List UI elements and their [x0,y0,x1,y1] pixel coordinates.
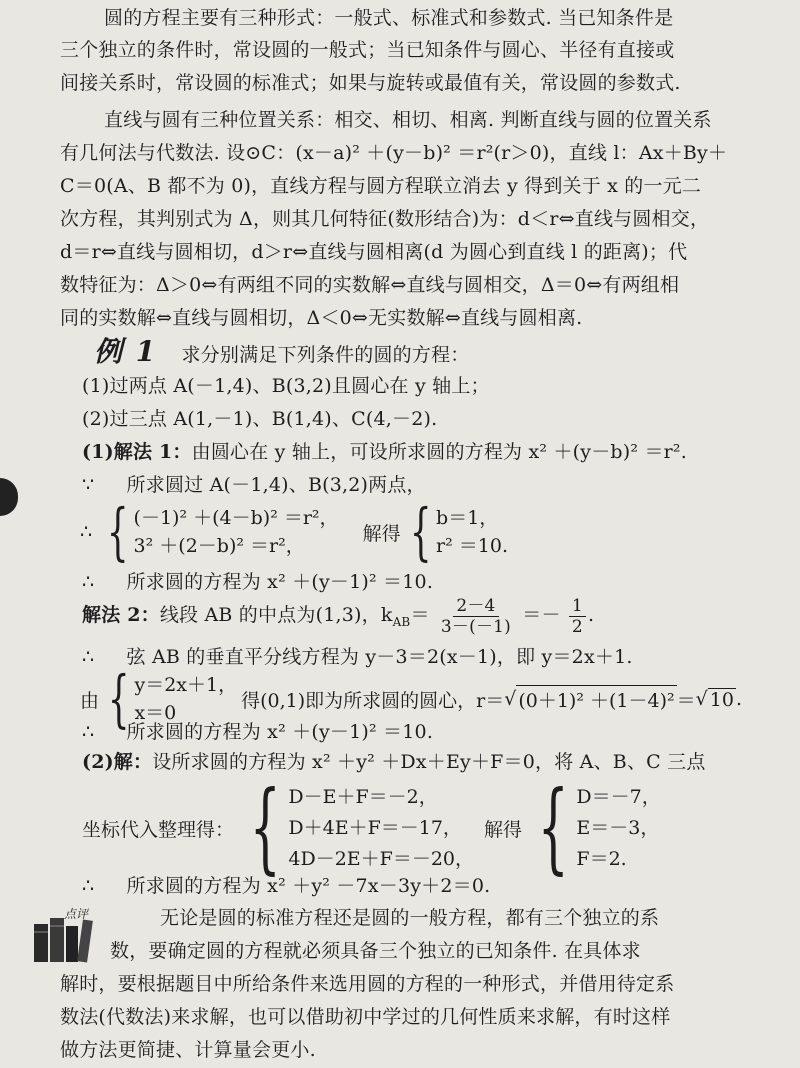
sol1-eq1: (－1)² ＋(4－b)² ＝r²， [133,507,339,529]
sol1-system [80,495,508,568]
sol2-end: . [587,604,595,626]
sol1-text: 由圆心在 y 轴上，可设所求圆的方程为 x² ＋(y－b)² ＝r². [191,441,687,463]
para2-line7: 同的实数解⇔直线与圆相切，Δ＜0⇔无实数解⇔直线与圆相离. [60,307,583,329]
para2-line3: C＝0(A、B 都不为 0)，直线方程与圆方程联立消去 y 得到关于 x 的一元二 [60,175,702,197]
example-label: 例 1 [94,335,158,368]
sol3-sol3: F＝2. [576,847,627,870]
sol1-result: 所求圆的方程为 x² ＋(y－1)² ＝10. [126,571,434,593]
solve-label: 解得 [362,522,401,545]
sol3-sol1: D＝－7， [576,785,661,808]
sqrt-icon: √ [695,688,708,710]
sol3-eq1: D－E＋F＝－2， [288,785,438,808]
sol2-result: 所求圆的方程为 x² ＋(y－1)² ＝10. [126,721,434,743]
sqrt-body: (0＋1)² ＋(1－4)² [516,685,676,713]
therefore-symbol: ∴ [82,875,95,897]
para1-line1: 圆的方程主要有三种形式：一般式、标准式和参数式. 当已知条件是 [104,7,674,29]
para1-line2: 三个独立的条件时，常设圆的一般式；当已知条件与圆心、半径有直接或 [60,39,675,61]
therefore-symbol: ∴ [82,721,95,743]
left-brace: { [409,495,432,568]
sol2-eq3: ＝ [676,689,696,712]
para2-line2: 有几何法与代数法. 设⊙C：(x－a)² ＋(y－b)² ＝r²(r＞0)，直线 l：Ax＋By＋ [60,142,728,164]
sqrt10-body: 10 [709,688,734,711]
sol3-solution-lines [576,782,660,875]
sol1-sol1: b＝1， [436,507,499,529]
sol3-intro: 坐标代入整理得： [82,818,235,841]
sol3-eq2: D＋4E＋F＝－17， [288,816,462,839]
sol1-sol2: r² ＝10. [436,535,508,557]
para2-line1: 直线与圆有三种位置关系：相交、相切、相离. 判断直线与圆的位置关系 [104,109,712,131]
books-icon [30,906,100,964]
sol1-head: (1)解法 1： [82,441,192,463]
comment-line1: 无论是圆的标准方程还是圆的一般方程，都有三个独立的系 [160,907,660,929]
left-brace: { [106,495,129,568]
sol3-eq3: 4D－2E＋F＝－20， [288,847,475,870]
comment-line5: 做方法更简捷、计算量会更小. [60,1039,316,1061]
para2-line4: 次方程，其判别式为 Δ，则其几何特征(数形结合)为：d＜r⇔直线与圆相交， [60,208,710,230]
sol2-center: 得(0,1)即为所求圆的圆心，r＝ [241,689,505,712]
example-heading [94,332,470,375]
half-fraction [569,596,586,637]
sol2-text: 线段 AB 的中点为(1,3)，k [159,604,393,626]
half-numerator: 1 [569,596,586,617]
sol2-eq1: y＝2x＋1， [134,674,238,696]
comment-line3: 解时，要根据题目中所给条件来选用圆的方程的一种形式，并借用待定系 [60,973,675,995]
half-denominator: 2 [571,616,583,637]
k-subscript: AB [392,614,411,629]
slope-fraction [438,596,514,637]
therefore-symbol: ∴ [80,521,93,543]
left-brace: { [249,771,281,885]
example-q1: (1)过两点 A(－1,4)、B(3,2)且圆心在 y 轴上； [82,375,490,397]
therefore-symbol: ∴ [82,571,95,593]
sol3-result-line [82,870,490,903]
sol3-system-lines [288,782,474,875]
sol2-eq2: x＝0 [134,702,177,724]
therefore-symbol: ∴ [82,646,95,668]
because-symbol: ∵ [82,474,95,496]
sol2-bisector: 弦 AB 的垂直平分线方程为 y－3＝2(x－1)，即 y＝2x＋1. [126,646,633,668]
example-prompt: 求分别满足下列条件的圆的方程： [181,344,470,366]
para2-line6: 数特征为：Δ＞0⇔有两组不同的实数解⇔直线与圆相交，Δ＝0⇔有两组相 [60,274,680,296]
sqrt-icon: √ [504,688,517,710]
sol3-system [82,771,661,885]
sol2-eq: ＝ [410,604,430,626]
sol1-line [82,436,687,469]
sol1-because-text: 所求圆过 A(－1,4)、B(3,2)两点， [126,474,426,496]
sol1-solution-lines [436,504,508,560]
from-label: 由 [80,689,100,712]
slope-numerator: 2－4 [453,596,498,617]
sol1-system-lines [134,504,339,560]
sol1-because-line [82,469,426,502]
sol1-eq2: 3² ＋(2－b)² ＝r²， [133,535,305,557]
slope-denominator: 3－(－1) [440,616,512,637]
left-brace: { [107,662,130,735]
left-brace: { [537,771,569,885]
sol2-result-line [82,716,433,749]
sol3-head: (2)解： [82,751,153,773]
sol2-system: 由 { y＝2x＋1， x＝0 得(0,1)即为所求圆的圆心，r＝ √ (0＋1)² ＋(1－4)² ＝ √ 10 . [80,662,742,735]
comment-line2: 数，要确定圆的方程就必须具备三个独立的已知条件. 在具体求 [110,940,641,962]
sol3-line [82,746,706,779]
sol3-result: 所求圆的方程为 x² ＋y² －7x－3y＋2＝0. [126,875,491,897]
solve-label: 解得 [484,818,523,841]
page-edge-tab-icon [0,478,18,516]
comment-badge: 点评 [64,907,89,921]
sol2-head: 解法 2： [82,604,160,626]
sol3-sol2: E＝－3， [576,816,660,839]
comment-line4: 数法(代数法)来求解，也可以借助初中学过的几何性质来求解，有时这样 [60,1006,671,1028]
sol2-line [82,592,594,645]
sol3-text: 设所求圆的方程为 x² ＋y² ＋Dx＋Ey＋F＝0，将 A、B、C 三点 [152,751,706,773]
para1-line3: 间接关系时，常设圆的标准式；如果与旋转或最值有关，常设圆的参数式. [60,72,681,94]
sol2-eq2: ＝－ [522,604,561,626]
para2-line5: d＝r⇔直线与圆相切，d＞r⇔直线与圆相离(d 为圆心到直线 l 的距离)；代 [60,241,688,263]
example-q2: (2)过三点 A(1,－1)、B(1,4)、C(4,－2). [82,408,438,430]
